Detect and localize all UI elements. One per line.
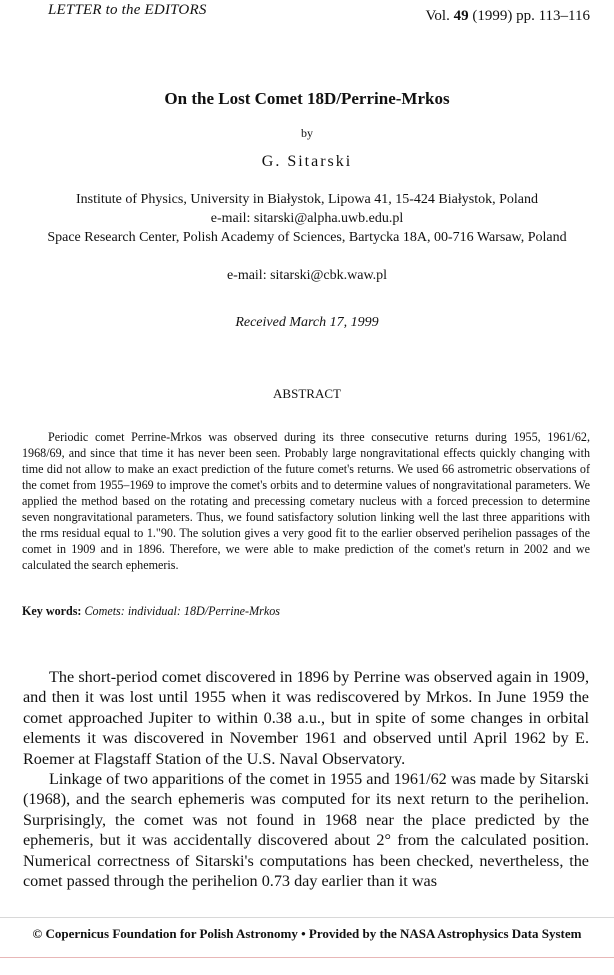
volume-pages: (1999) pp. 113–116 xyxy=(468,8,590,24)
body-paragraph-2: Linkage of two apparitions of the comet in 1955 and 1961/62 was made by Sitarski (1968), and the search ephemeris was computed for its next return to the perihelion. Surprisingly, the comet was not found in 1968 near the place predicted by the ephemeris, but it was accidentally discovered about 2° from the calculated position. Numerical correctness of Sitarski's computations has been checked, nevertheless, the comet passed through the perihelion 0.73 day earlier than it was xyxy=(23,770,589,891)
by-line: by xyxy=(301,126,313,140)
email-2: e-mail: sitarski@cbk.waw.pl xyxy=(226,268,388,283)
body-paragraph-1: The short-period comet discovered in 1896 by Perrine was observed again in 1909, and then it was lost until 1955 when it was rediscovered by Mrkos. In June 1959 the comet approached Jupiter to within 0.38 a.u., but in spite of some changes in orbital elements it was discovered in November 1961 and observed until April 1962 by E. Roemer at Flagstaff Station of the U.S. Naval Observatory. xyxy=(23,668,589,768)
affiliation-2: Space Research Center, Polish Academy of Sciences, Bartycka 18A, 00-716 Warsaw, Poland xyxy=(47,230,567,245)
keywords-value: Comets: individual: 18D/Perrine-Mrkos xyxy=(84,604,280,618)
body-text xyxy=(23,667,589,891)
received-date: Received March 17, 1999 xyxy=(235,315,379,330)
email-1: e-mail: sitarski@alpha.uwb.edu.pl xyxy=(210,211,404,226)
affiliation-1: Institute of Physics, University in Białystok, Lipowa 41, 15-424 Białystok, Poland xyxy=(76,192,538,207)
keywords xyxy=(22,604,590,619)
page-bottom-rule xyxy=(0,957,614,958)
volume-number: 49 xyxy=(453,8,469,24)
abstract-text: Periodic comet Perrine-Mrkos was observed during its three consecutive returns during 1955, 1961/62, 1968/69, and since that time it has never been seen. Probably large nongravitational effects quickly changing with time did not allow to make an exact prediction of the future comet's returns. We used 66 astrometric observations of the comet from 1955–1969 to improve the comet's orbits and to determine values of nongravitational parameters. We applied the method based on the rotating and precessing cometary nucleus with a forced precession to determine seven nongravitational parameters. Thus, we found satisfactory solution linking well the last three apparitions with the rms residual equal to 1."90. The solution gives a very good fit to the earlier observed perihelion passages of the comet in 1909 and in 1896. Therefore, we were able to make prediction of the comet's return in 2002 and we calculated the search ephemeris. xyxy=(22,430,590,572)
keywords-label: Key words: xyxy=(22,604,82,618)
paper-title: On the Lost Comet 18D/Perrine-Mrkos xyxy=(164,89,450,108)
journal-section-label: LETTER to the EDITORS xyxy=(48,2,207,18)
author-name: G. Sitarski xyxy=(261,153,353,170)
footer-credit: © Copernicus Foundation for Polish Astronomy • Provided by the NASA Astrophysics Data System xyxy=(32,926,582,941)
volume-info xyxy=(426,8,590,25)
volume-prefix: Vol. xyxy=(425,8,454,24)
abstract-heading: ABSTRACT xyxy=(273,386,341,401)
footer-divider xyxy=(0,917,614,918)
